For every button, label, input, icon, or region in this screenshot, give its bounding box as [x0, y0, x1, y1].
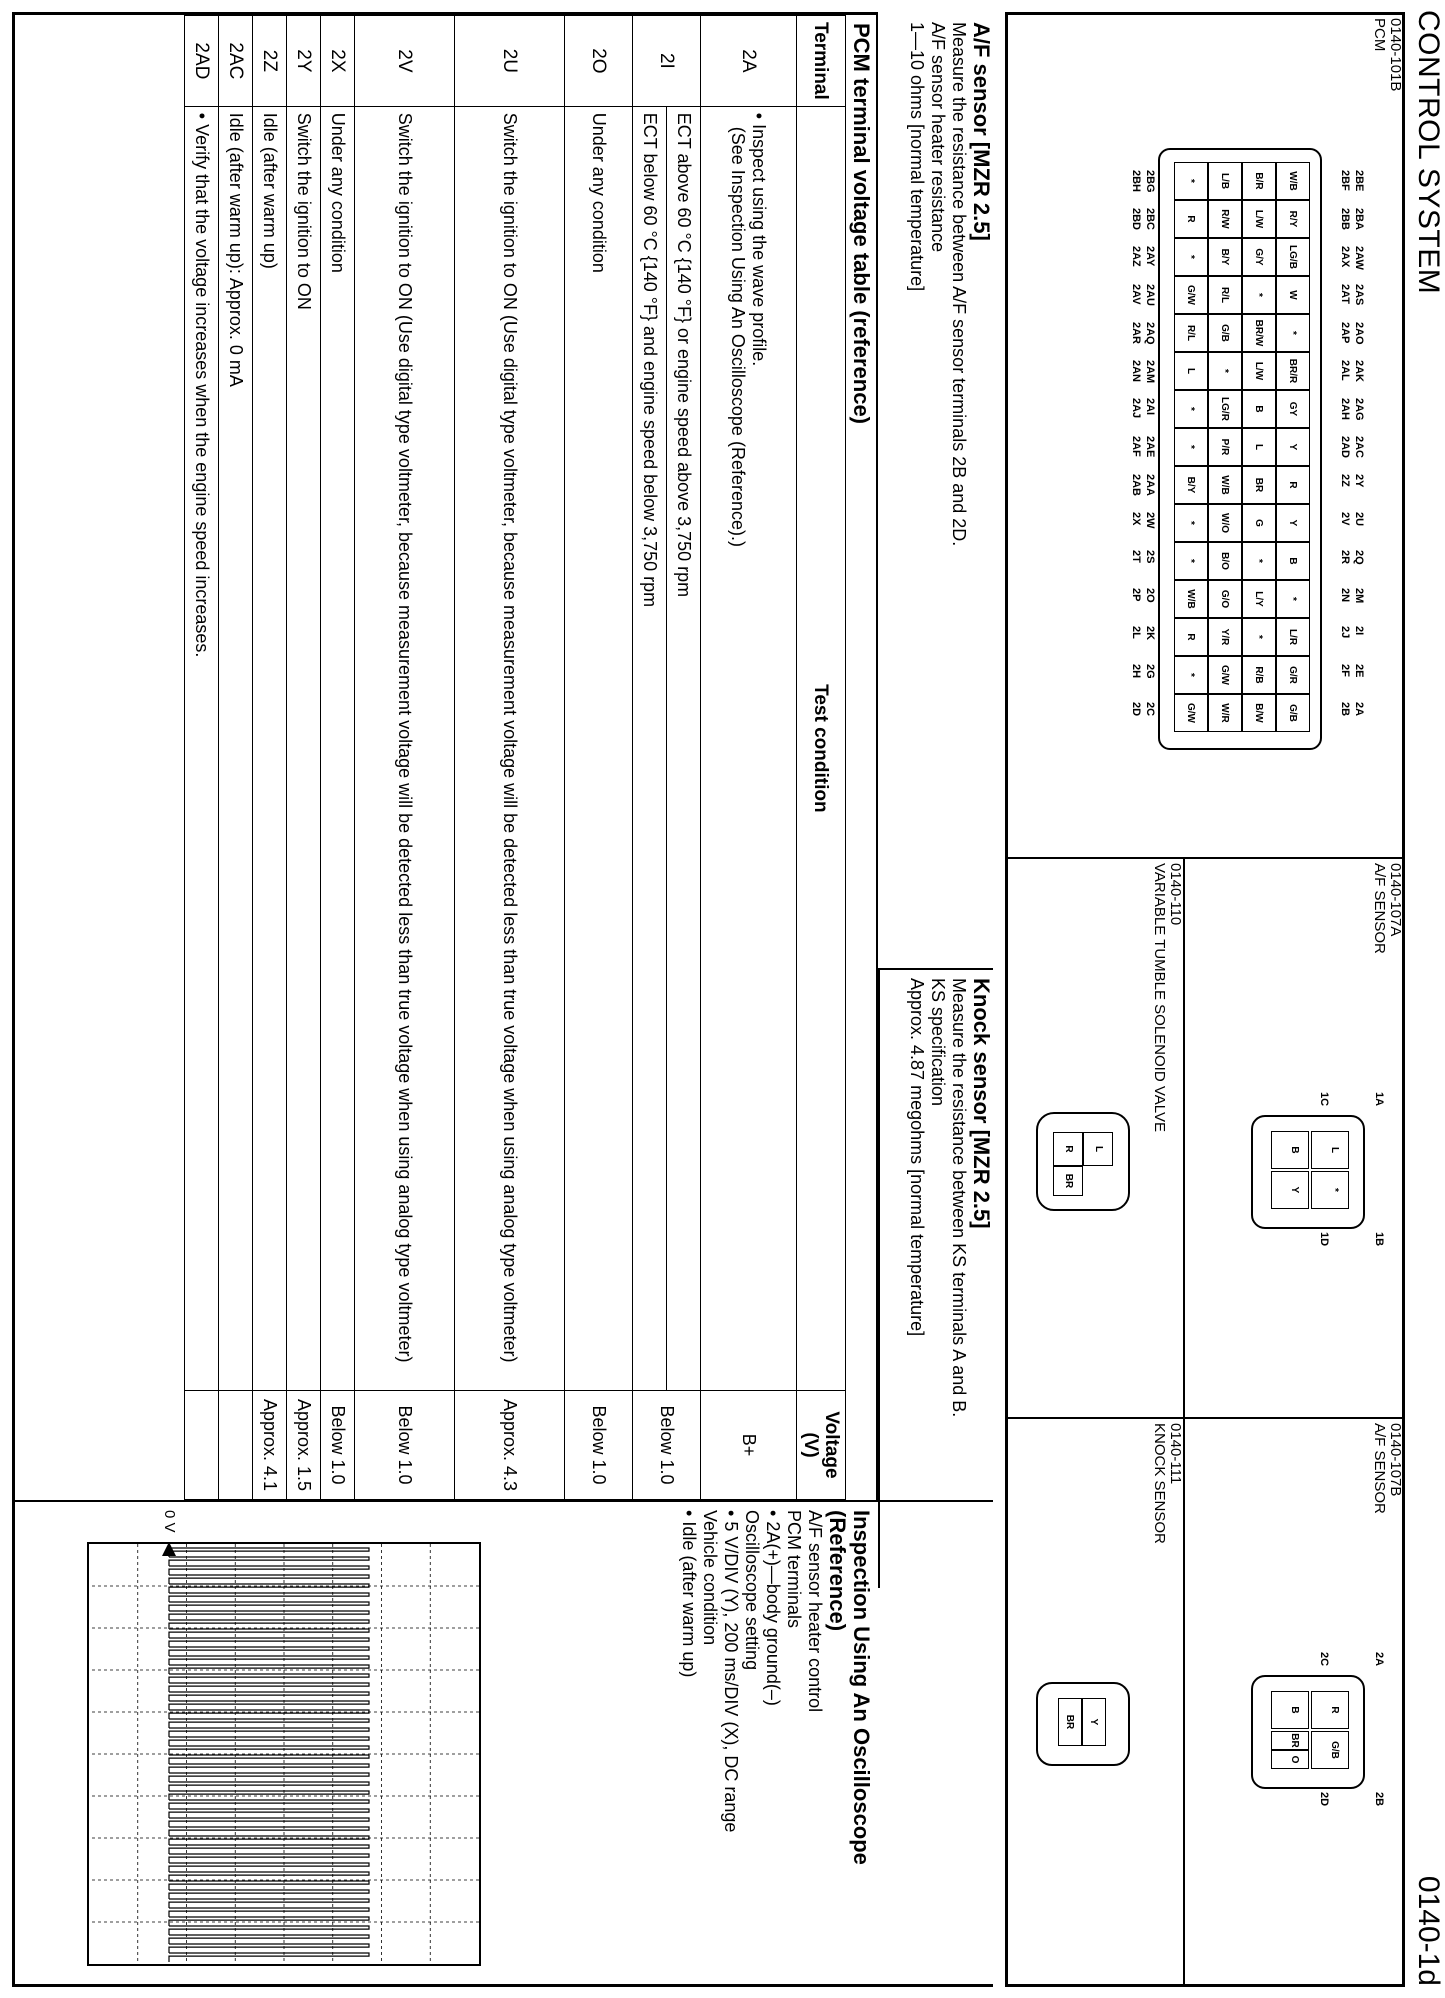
pcm-pin-label: 2A [1353, 702, 1365, 717]
vts-valve-code: 0140-110 [1167, 863, 1184, 926]
pcm-pin-label: 2O [1144, 588, 1156, 603]
condition-cell [185, 106, 219, 1390]
table-row [455, 16, 565, 1500]
pcm-terminal-cell: LG/B [1276, 238, 1310, 276]
table-row [667, 16, 701, 1500]
table-row [633, 16, 667, 1500]
pcm-terminal-cell: * [1174, 542, 1208, 580]
pcm-pin-label: 2AF [1130, 436, 1142, 457]
pcm-pin-label: 2AR [1130, 322, 1142, 345]
pcm-terminal-cell: Y/R [1208, 618, 1242, 656]
condition-cell: ECT below 60 °C {140 °F} and engine speed below 3,750 rpm [633, 106, 667, 1390]
knock-sensor-conn-panel [1005, 1417, 1185, 1987]
zero-volt-marker-icon [162, 1544, 176, 1556]
pcm-terminal-cell: W/B [1208, 466, 1242, 504]
voltage-cell: B+ [701, 1391, 797, 1500]
osc-line: • 2A(+)—body ground(–) [762, 1510, 783, 1980]
af-sensor-b-name: A/F SENSOR [1371, 1423, 1388, 1514]
pcm-terminal-cell: * [1208, 352, 1242, 390]
voltage-cell: Approx. 4.3 [455, 1391, 565, 1500]
oscilloscope-text [678, 1510, 873, 1980]
pcm-terminal-cell: B [1242, 390, 1276, 428]
af-a-pin-1c: 1C [1318, 1092, 1330, 1107]
af-a-cell: B [1271, 1131, 1309, 1169]
vts-valve-diagram [1036, 1112, 1130, 1211]
pcm-pin-label: 2AX [1339, 246, 1351, 268]
condition-cell [701, 106, 797, 1390]
knock-sensor-diagram [1036, 1682, 1130, 1766]
pcm-terminal-cell: R/L [1174, 314, 1208, 352]
pcm-pin-label: 2BA [1353, 208, 1365, 231]
pcm-pin-label: 2Z [1339, 474, 1351, 487]
pcm-pin-label: 2AU [1144, 284, 1156, 307]
pcm-pin-label: 2AT [1339, 284, 1351, 304]
pcm-pin-label: 2AY [1144, 246, 1156, 267]
pcm-pin-label: 2BH [1130, 170, 1142, 193]
pcm-pin-label: 2AN [1130, 360, 1142, 383]
pcm-terminal-cell: B/W [1242, 694, 1276, 732]
pcm-connector-panel [1005, 12, 1405, 859]
pcm-terminal-cell: * [1174, 504, 1208, 542]
pcm-terminal-cell: Y [1276, 428, 1310, 466]
af-b-cell: G/B [1311, 1731, 1349, 1769]
pcm-terminal-cell: R/W [1208, 200, 1242, 238]
pcm-pin-label: 2J [1339, 626, 1351, 639]
table-row [253, 16, 287, 1500]
knock-sensor-line: Measure the resistance between KS terminals A and B. [949, 978, 969, 1418]
af-sensor-a-panel [1183, 857, 1405, 1419]
osc-line: Vehicle condition [700, 1510, 720, 1646]
pcm-pin-label: 2BB [1339, 208, 1351, 231]
pcm-pin-label: 2AV [1130, 284, 1142, 305]
pcm-pin-label: 2B [1339, 702, 1351, 717]
pcm-pin-label: 2AG [1353, 398, 1365, 421]
table-row [701, 16, 797, 1500]
pcm-pin-label: 2BC [1144, 208, 1156, 231]
pcm-pin-label: 2AH [1339, 398, 1351, 421]
af-sensor-a-code: 0140-107A [1387, 863, 1404, 937]
pcm-terminal-cell: * [1174, 390, 1208, 428]
af-sensor-b-panel [1183, 1417, 1405, 1987]
pcm-terminal-cell: BR/W [1242, 314, 1276, 352]
voltage-cell: Approx. 1.5 [287, 1391, 321, 1500]
af-sensor-line: A/F sensor heater resistance [928, 22, 948, 253]
osc-line: PCM terminals [784, 1510, 804, 1629]
pcm-pin-label: 2BG [1144, 170, 1156, 193]
terminal-cell: 2O [565, 16, 633, 107]
pcm-pin-label: 2AP [1339, 322, 1351, 344]
pcm-pin-label: 2U [1353, 512, 1365, 527]
page-header-title: CONTROL SYSTEM [1412, 10, 1445, 295]
condition-line: • Verify that the voltage increases when the engine speed increases. [192, 113, 212, 658]
pcm-terminal-cell: L/R [1276, 618, 1310, 656]
pcm-pin-label: 2AI [1144, 398, 1156, 416]
af-b-cell: B [1271, 1691, 1309, 1729]
condition-line: • Inspect using the wave profile. [749, 113, 770, 1384]
af-a-cell: L [1311, 1131, 1349, 1169]
pcm-terminal-cell: * [1242, 276, 1276, 314]
pcm-terminal-cell: W [1276, 276, 1310, 314]
voltage-cell [219, 1391, 253, 1500]
pcm-terminal-cell: * [1174, 162, 1208, 200]
pcm-terminal-cell: L/Y [1242, 580, 1276, 618]
condition-cell: Under any condition [565, 106, 633, 1390]
pcm-terminal-cell: * [1174, 428, 1208, 466]
knock-sensor-line: KS specification [928, 978, 948, 1107]
af-b-cell: O [1271, 1750, 1309, 1769]
page-number: 0140-1d [1412, 1875, 1445, 1986]
pcm-pin-label: 2AD [1339, 436, 1351, 459]
pcm-terminal-cell: W/B [1174, 580, 1208, 618]
pcm-terminal-cell: G/R [1276, 656, 1310, 694]
terminal-cell: 2Y [287, 16, 321, 107]
osc-line: A/F sensor heater control [805, 1510, 825, 1713]
pcm-terminal-cell: L/W [1242, 352, 1276, 390]
oscilloscope-screen [87, 1510, 481, 1966]
pcm-pin-label: 2BE [1353, 170, 1365, 192]
pcm-terminal-cell: R [1174, 200, 1208, 238]
af-b-cell: BR [1271, 1731, 1309, 1750]
table-row [185, 16, 219, 1500]
vts-valve-panel [1005, 857, 1185, 1419]
pcm-pin-label: 2AS [1353, 284, 1365, 306]
pcm-pin-label: 2T [1130, 550, 1142, 563]
pcm-terminal-cell: G/W [1174, 694, 1208, 732]
voltage-cell: Approx. 4.1 [253, 1391, 287, 1500]
condition-cell: Idle (after warm up): Approx. 0 mA [219, 106, 253, 1390]
condition-cell: Switch the ignition to ON (Use digital type voltmeter, because measurement voltage will be detected less than true voltage when using analog type voltmeter) [355, 106, 455, 1390]
table-row [355, 16, 455, 1500]
pcm-terminal-cell: B [1276, 542, 1310, 580]
pcm-terminal-cell: * [1242, 618, 1276, 656]
knock-sensor-code: 0140-111 [1167, 1423, 1184, 1485]
pcm-terminal-cell: BR [1242, 466, 1276, 504]
pcm-pin-label: 2P [1130, 588, 1142, 602]
pcm-pin-label: 2BD [1130, 208, 1142, 231]
voltage-header: Voltage (V) [797, 1391, 846, 1500]
af-b-pin-2d: 2D [1318, 1792, 1330, 1807]
terminal-cell: 2Z [253, 16, 287, 107]
pcm-terminal-cell: L [1174, 352, 1208, 390]
pcm-pin-label: 2AB [1130, 474, 1142, 497]
pcm-terminal-cell: * [1174, 656, 1208, 694]
pcm-terminal-cell: G/W [1208, 656, 1242, 694]
pcm-pin-label: 2N [1339, 588, 1351, 603]
af-b-pin-2b: 2B [1373, 1792, 1385, 1807]
vts-valve-name: VARIABLE TUMBLE SOLENOID VALVE [1151, 863, 1168, 1132]
terminal-cell: 2U [455, 16, 565, 107]
pcm-terminal-cell: W/O [1208, 504, 1242, 542]
pcm-terminal-cell: LG/R [1208, 390, 1242, 428]
pcm-pin-label: 2AK [1353, 360, 1365, 383]
voltage-table-title: PCM terminal voltage table (reference) [849, 23, 874, 425]
pcm-terminal-cell: L/W [1242, 200, 1276, 238]
pcm-terminal-cell: R [1276, 466, 1310, 504]
voltage-cell: Below 1.0 [633, 1391, 701, 1500]
pcm-terminal-cell: * [1242, 542, 1276, 580]
pcm-pin-label: 2M [1353, 588, 1365, 604]
voltage-cell: Below 1.0 [565, 1391, 633, 1500]
pcm-terminal-cell: G [1242, 504, 1276, 542]
pcm-terminal-cell: * [1174, 238, 1208, 276]
af-sensor-a-name: A/F SENSOR [1371, 863, 1388, 954]
pcm-pin-label: 2D [1130, 702, 1142, 717]
pcm-pin-label: 2AQ [1144, 322, 1156, 345]
pcm-pin-label: 2AJ [1130, 398, 1142, 419]
pcm-pin-label: 2G [1144, 664, 1156, 679]
pcm-pin-label: 2AO [1353, 322, 1365, 345]
table-row [287, 16, 321, 1500]
pcm-pin-label: 2F [1339, 664, 1351, 677]
condition-cell: Under any condition [321, 106, 355, 1390]
terminal-cell: 2I [633, 16, 701, 107]
af-b-pin-2c: 2C [1318, 1652, 1330, 1667]
af-a-pin-1b: 1B [1373, 1232, 1385, 1247]
zero-volt-label: 0 V [161, 1510, 178, 1533]
pcm-pin-label: 2AL [1339, 360, 1351, 381]
pcm-pin-label: 2Y [1353, 474, 1365, 488]
pcm-terminal-cell: R [1174, 618, 1208, 656]
oscilloscope-waveform [89, 1544, 479, 1964]
pcm-terminal-cell: R/B [1242, 656, 1276, 694]
pcm-terminal-cell: B/R [1242, 162, 1276, 200]
condition-cell: Switch the ignition to ON [287, 106, 321, 1390]
osc-line: Oscilloscope setting [742, 1510, 762, 1671]
pcm-pin-label: 2I [1353, 626, 1365, 636]
terminal-cell: 2V [355, 16, 455, 107]
table-row [321, 16, 355, 1500]
terminal-cell: 2X [321, 16, 355, 107]
pcm-terminal-cell: W/R [1208, 694, 1242, 732]
terminal-cell: 2A [701, 16, 797, 107]
pcm-pin-label: 2K [1144, 626, 1156, 641]
osc-line: • Idle (after warm up) [678, 1510, 699, 1980]
voltage-table-header [797, 16, 846, 1500]
pcm-terminal-cell: B/Y [1208, 238, 1242, 276]
pcm-terminal-cell: G/B [1208, 314, 1242, 352]
pcm-pin-label: 2S [1144, 550, 1156, 564]
condition-line: (See Inspection Using An Oscilloscope (Reference).) [728, 126, 749, 547]
pcm-pin-label: 2H [1130, 664, 1142, 679]
af-a-pin-1d: 1D [1318, 1232, 1330, 1247]
condition-cell: ECT above 60 °C {140 °F} or engine speed above 3,750 rpm [667, 106, 701, 1390]
pcm-pin-label: 2X [1130, 512, 1142, 526]
voltage-cell: Below 1.0 [321, 1391, 355, 1500]
pcm-pin-label: 2AC [1353, 436, 1365, 459]
knock-sensor-section-title: Knock sensor [MZR 2.5] [969, 978, 994, 1229]
pcm-terminal-cell: R/L [1208, 276, 1242, 314]
oscilloscope-panel [12, 1500, 993, 1987]
pcm-pin-label: 2W [1144, 512, 1156, 529]
pcm-connector-diagram [1025, 82, 1365, 842]
pcm-terminal-cell: G/O [1208, 580, 1242, 618]
pcm-terminal-cell: G/W [1174, 276, 1208, 314]
pcm-pin-label: 2R [1339, 550, 1351, 565]
af-sensor-line: Measure the resistance between A/F sensor terminals 2B and 2D. [949, 22, 969, 547]
ks-cell: BR [1058, 1698, 1082, 1746]
pcm-terminal-cell: BR/R [1276, 352, 1310, 390]
af-sensor-b-code: 0140-107B [1387, 1423, 1404, 1497]
terminal-cell: 2AD [185, 16, 219, 107]
pcm-terminal-cell: B/O [1208, 542, 1242, 580]
pcm-pin-label: 2Q [1353, 550, 1365, 565]
vts-cell: BR [1053, 1166, 1083, 1196]
af-sensor-line: 1—10 ohms [normal temperature] [907, 22, 927, 292]
terminal-header: Terminal [797, 16, 846, 107]
scope-waveform-trace [169, 1548, 369, 1962]
pcm-terminal-cell: G/Y [1242, 238, 1276, 276]
pcm-pin-label: 2AW [1353, 246, 1365, 270]
pcm-terminal-cell: G/B [1276, 694, 1310, 732]
af-a-cell: * [1311, 1171, 1349, 1209]
voltage-table-section [12, 12, 878, 1500]
af-sensor-b-diagram [1251, 1675, 1365, 1789]
pcm-pin-label: 2C [1144, 702, 1156, 717]
pcm-terminal-cell: Y [1276, 504, 1310, 542]
condition-cell: Idle (after warm up) [253, 106, 287, 1390]
oscilloscope-title: Inspection Using An Oscilloscope (Reference) [825, 1510, 874, 1865]
pcm-pin-label: 2AA [1144, 474, 1156, 497]
pcm-terminal-cell: B/Y [1174, 466, 1208, 504]
pcm-pin-label: 2L [1130, 626, 1142, 639]
table-row [219, 16, 253, 1500]
pcm-connector-code: 0140-101B [1387, 18, 1404, 92]
pcm-terminal-cell: P/R [1208, 428, 1242, 466]
pcm-terminal-cell: L [1242, 428, 1276, 466]
af-a-cell: Y [1271, 1171, 1309, 1209]
af-b-cell: R [1311, 1691, 1349, 1729]
pcm-pin-label: 2V [1339, 512, 1351, 526]
pcm-terminal-cell: GY [1276, 390, 1310, 428]
pcm-pin-label: 2BF [1339, 170, 1351, 191]
pcm-terminal-cell: * [1276, 580, 1310, 618]
knock-sensor-line: Approx. 4.87 megohms [normal temperature] [907, 978, 927, 1337]
voltage-table [184, 15, 846, 1500]
knock-sensor-name: KNOCK SENSOR [1151, 1423, 1168, 1544]
voltage-cell [185, 1391, 219, 1500]
pcm-terminal-cell: R/Y [1276, 200, 1310, 238]
pcm-pin-label: 2E [1353, 664, 1365, 678]
pcm-pin-label: 2AM [1144, 360, 1156, 384]
terminal-cell: 2AC [219, 16, 253, 107]
pcm-terminal-cell: W/B [1276, 162, 1310, 200]
af-a-pin-1a: 1A [1373, 1092, 1385, 1107]
osc-line: • 5 V/DIV (Y), 200 ms/DIV (X), DC range [720, 1510, 741, 1980]
pcm-connector-name: PCM [1371, 18, 1388, 52]
pcm-pin-label: 2AZ [1130, 246, 1142, 267]
knock-sensor-section [878, 968, 993, 1588]
pcm-pin-label: 2AE [1144, 436, 1156, 458]
condition-header: Test condition [797, 106, 846, 1390]
vts-cell: R [1053, 1132, 1083, 1166]
voltage-cell: Below 1.0 [355, 1391, 455, 1500]
pcm-terminal-cell: L/B [1208, 162, 1242, 200]
vts-cell: L [1083, 1132, 1113, 1166]
condition-cell: Switch the ignition to ON (Use digital type voltmeter, because measurement voltage will be detected less than true voltage when using analog type voltmeter) [455, 106, 565, 1390]
af-sensor-section [906, 22, 993, 922]
af-sensor-a-diagram [1251, 1115, 1365, 1229]
ks-cell: Y [1082, 1698, 1106, 1746]
table-row [565, 16, 633, 1500]
af-b-pin-2a: 2A [1373, 1652, 1385, 1667]
af-sensor-section-title: A/F sensor [MZR 2.5] [969, 22, 994, 241]
pcm-terminal-cell: * [1276, 314, 1310, 352]
